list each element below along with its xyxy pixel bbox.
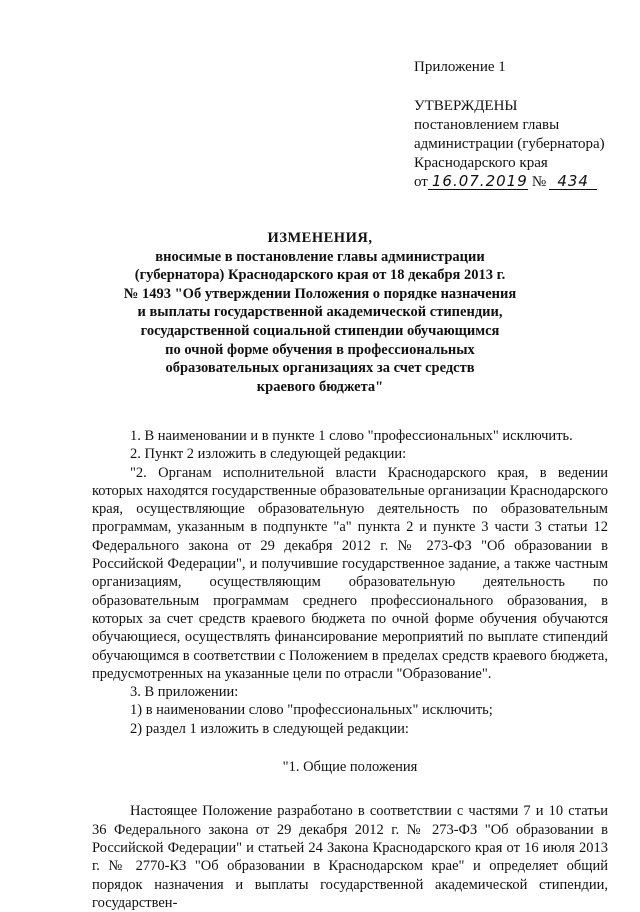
paragraph-7: Настоящее Положение разработано в соответствии с частями 7 и 10 статьи 36 Федерального закона от 29 декабря 2012 г. № 273-ФЗ "Об образовании в Российской Федерации" и статьей 24 Закона Краснодарского края от 16 июля 2013 г. № 2770-КЗ "Об образовании в Краснодарском крае" и определяет общий порядок назначения и выплаты государственной академической стипендии, государствен- <box>92 803 608 911</box>
paragraph-2: 2. Пункт 2 изложить в следующей редакции: <box>130 446 407 463</box>
paragraph-1: 1. В наименовании и в пункте 1 слово "профессиональных" исключить. <box>130 428 573 444</box>
paragraph-5: 1) в наименовании слово "профессиональных" исключить; <box>130 702 493 719</box>
appendix-label: Приложение 1 <box>414 59 506 75</box>
from-label: от <box>414 174 428 190</box>
title-line: № 1493 "Об утверждении Положения о порядке назначения <box>123 285 517 302</box>
date-number-row <box>414 173 605 192</box>
title-line: государственной социальной стипендии обучающимся <box>140 322 500 339</box>
approved-line-1: постановлением главы <box>414 117 560 133</box>
paragraph-4: 3. В приложении: <box>130 684 239 701</box>
approved-heading: УТВЕРЖДЕНЫ <box>414 98 518 114</box>
handwritten-date: 16.07.2019 <box>428 173 528 190</box>
title-line: вносимые в постановление главы администрации <box>155 248 485 265</box>
paragraph-6: 2) раздел 1 изложить в следующей редакции: <box>130 720 409 737</box>
title-line: краевого бюджета" <box>256 378 384 395</box>
approved-line-3: Краснодарского края <box>414 155 548 171</box>
title-line: по очной форме обучения в профессиональных <box>165 341 475 358</box>
number-sign: № <box>531 174 547 190</box>
document-body <box>92 427 608 912</box>
title-line: и выплаты государственной академической стипендии, <box>137 304 503 321</box>
document-title <box>120 229 520 396</box>
title-line: образовательных организациях за счет средств <box>165 360 475 377</box>
appendix-block <box>414 58 605 192</box>
title-heading: ИЗМЕНЕНИЯ, <box>267 230 373 246</box>
approved-line-2: администрации (губернатора) <box>414 136 605 152</box>
section-heading: "1. Общие положения <box>282 759 418 776</box>
handwritten-number: 434 <box>549 173 597 190</box>
paragraph-3: "2. Органам исполнительной власти Краснодарского края, в ведении которых находятся государственные образовательные организации Краснодарского края, осуществляющие образовательную деятельность по образовательным программам, указанным в подпункте "а" пункта 2 и пункте 3 части 3 статьи 12 Федерального закона от 29 декабря 2012 г. № 273-ФЗ "Об образовании в Российской Федерации", и получившие государственное задание, а также частным организациям, осуществляющим образовательную деятельность по образовательным программам среднего профессионального образования, в которых за счет средств краевого бюджета по очной форме обучения обучаются обучающиеся, осуществлять финансирование мероприятий по выплате стипендий обучающимся в соответствии с Положением в пределах средств краевого бюджета, предусмотренных на указанные цели по отрасли "Образование". <box>92 464 608 682</box>
title-line: (губернатора) Краснодарского края от 18 декабря 2013 г. <box>134 267 506 284</box>
